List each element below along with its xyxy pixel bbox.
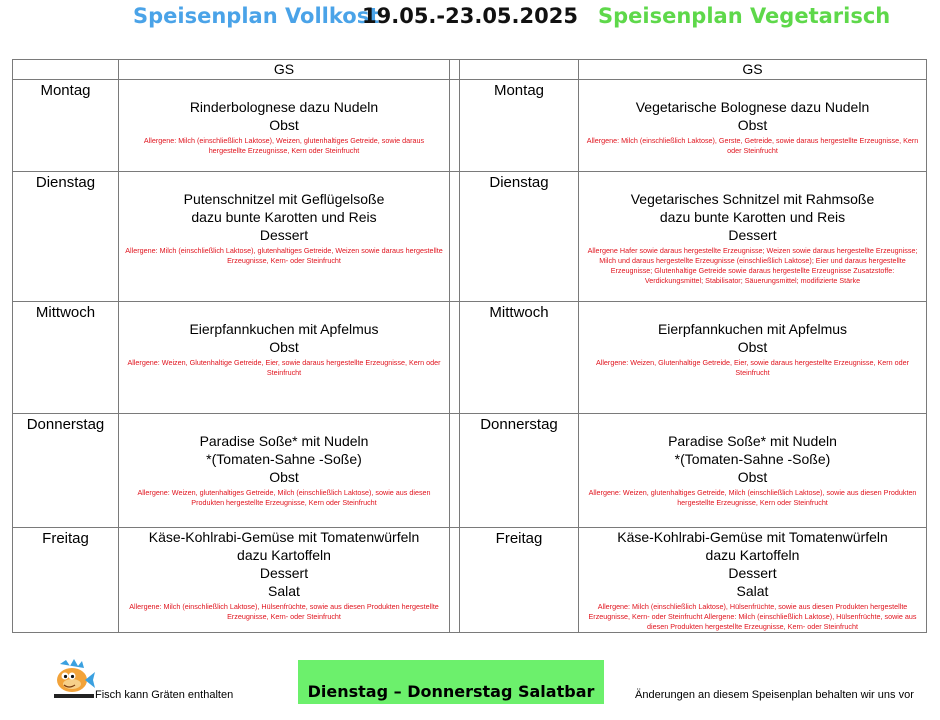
- allergen-note: Allergene: Weizen, glutenhaltiges Getreide, Milch (einschließlich Laktose), sowie aus diesen Produkten hergestellte Erzeugnisse, Kern oder Steinfrucht: [137, 488, 431, 507]
- allergen-note: Allergene: Weizen, Glutenhaltige Getreide, Eier, sowie daraus hergestellte Erzeugnisse, Kern oder Steinfrucht: [127, 358, 441, 377]
- meal-line: Paradise Soße* mit Nudeln: [199, 433, 369, 449]
- meal-line: Käse-Kohlrabi-Gemüse mit Tomatenwürfeln: [617, 529, 888, 545]
- allergen-note: Allergene: Milch (einschließlich Laktose), glutenhaltiges Getreide, Weizen sowie daraus hergestellte Erzeugnisse, Kern- oder Steinfrucht: [125, 246, 443, 265]
- day-label: Donnerstag: [13, 414, 119, 528]
- meal-line: Eierpfannkuchen mit Apfelmus: [189, 321, 379, 337]
- header-empty-cell-vollkost: [13, 60, 119, 80]
- meal-cell-vollkost: [119, 172, 450, 302]
- day-label: Mittwoch: [13, 302, 119, 414]
- salad-bar-banner: [298, 660, 604, 704]
- day-label: Donnerstag: [460, 414, 579, 528]
- table-row: [13, 414, 927, 528]
- meal-line: Obst: [269, 469, 299, 485]
- group-label-vollkost: GS: [119, 60, 450, 80]
- meal-line: Putenschnitzel mit Geflügelsoße: [183, 191, 385, 207]
- title-vegetarisch: Speisenplan Vegetarisch: [598, 4, 891, 28]
- meal-line: Obst: [737, 117, 768, 133]
- meal-cell-vegetarisch: [579, 302, 927, 414]
- meal-line: Dessert: [728, 565, 777, 581]
- meal-line: Salat: [268, 583, 300, 599]
- meal-cell-vollkost: [119, 528, 450, 633]
- meal-line: Obst: [737, 339, 768, 355]
- day-label: Freitag: [13, 528, 119, 633]
- meal-line: *(Tomaten-Sahne -Soße): [206, 451, 362, 467]
- allergen-note: Allergene: Weizen, Glutenhaltige Getreide, Eier, sowie daraus hergestellte Erzeugnisse, Kern oder Steinfrucht: [595, 358, 910, 377]
- day-label: Dienstag: [13, 172, 119, 302]
- day-label: Montag: [460, 80, 579, 172]
- meal-cell-vegetarisch: [579, 528, 927, 633]
- meal-line: dazu Kartoffeln: [237, 547, 331, 563]
- meal-line: dazu Kartoffeln: [705, 547, 800, 563]
- meal-line: Vegetarische Bolognese dazu Nudeln: [635, 99, 870, 115]
- meal-cell-vollkost: [119, 302, 450, 414]
- meal-line: Obst: [269, 339, 299, 355]
- fish-icon: [52, 658, 96, 700]
- date-range: 19.05.-23.05.2025: [362, 4, 578, 28]
- meal-line: Dessert: [728, 227, 777, 243]
- meal-line: Vegetarisches Schnitzel mit Rahmsoße: [630, 191, 875, 207]
- allergen-note: Allergene: Milch (einschließlich Laktose), Hülsenfrüchte, sowie aus diesen Produkten hergestellte Erzeugnisse, Kern- oder Steinfrucht Allergene: Milch (einschließlich Laktose), Hülsenfrüchte, sowie aus diesen Produkten hergestellte Erzeugnisse, Kern- oder Steinfrucht: [588, 602, 917, 631]
- meal-line: Obst: [269, 117, 299, 133]
- meal-line: dazu bunte Karotten und Reis: [191, 209, 377, 225]
- meal-line: dazu bunte Karotten und Reis: [659, 209, 846, 225]
- meal-line: Käse-Kohlrabi-Gemüse mit Tomatenwürfeln: [148, 529, 420, 545]
- page-header: [0, 4, 940, 32]
- meal-line: Paradise Soße* mit Nudeln: [668, 433, 837, 449]
- table-row: [13, 528, 927, 633]
- column-gap: [450, 172, 460, 302]
- day-label: Montag: [13, 80, 119, 172]
- fish-note: Fisch kann Gräten enthalten: [95, 689, 234, 701]
- column-gap: [450, 414, 460, 528]
- group-label-vegetarisch: GS: [579, 60, 927, 80]
- meal-cell-vollkost: [119, 80, 450, 172]
- column-gap: [450, 528, 460, 633]
- allergen-note: Allergene: Weizen, glutenhaltiges Getreide, Milch (einschließlich Laktose), sowie aus diesen Produkten hergestellte Erzeugnisse, Kern oder Steinfrucht: [588, 488, 917, 507]
- table-row: [13, 302, 927, 414]
- title-vollkost: Speisenplan Vollkost: [133, 4, 380, 28]
- column-gap: [450, 302, 460, 414]
- meal-cell-vegetarisch: [579, 172, 927, 302]
- meal-line: Rinderbolognese dazu Nudeln: [189, 99, 379, 115]
- day-label: Mittwoch: [460, 302, 579, 414]
- meal-line: *(Tomaten-Sahne -Soße): [674, 451, 831, 467]
- allergen-note: Allergene Hafer sowie daraus hergestellte Erzeugnisse; Weizen sowie daraus hergestellte Erzeugnisse; Milch und daraus hergestellte Erzeugnisse (einschließlich Laktose); Eier und daraus hergestellte Erzeugnisse; Glutenhaltige Getreide sowie daraus hergestellte Erzeugnisse Zusatzstoffe: Verdickungsmittel; Stabilisator; Säuerungsmittel; modifizierte Stärke: [587, 246, 918, 285]
- table-row: [13, 172, 927, 302]
- salad-bar-text: Dienstag – Donnerstag Salatbar: [307, 682, 595, 701]
- meal-line: Eierpfannkuchen mit Apfelmus: [657, 321, 848, 337]
- allergen-note: Allergene: Milch (einschließlich Laktose), Hülsenfrüchte, sowie aus diesen Produkten hergestellte Erzeugnisse, Kern- oder Steinfrucht: [129, 602, 439, 621]
- table-row: [13, 80, 927, 172]
- meal-line: Dessert: [259, 227, 309, 243]
- meal-line: Salat: [736, 583, 769, 599]
- allergen-note: Allergene: Milch (einschließlich Laktose), Gerste, Getreide, sowie daraus hergestellte Erzeugnisse, Kern oder Steinfrucht: [586, 136, 919, 155]
- day-label: Freitag: [460, 528, 579, 633]
- meal-cell-vollkost: [119, 414, 450, 528]
- allergen-note: Allergene: Milch (einschließlich Laktose), Weizen, glutenhaltiges Getreide, sowie daraus hergestellte Erzeugnisse, Kern oder Steinfrucht: [143, 136, 425, 155]
- day-label: Dienstag: [460, 172, 579, 302]
- changes-note: Änderungen an diesem Speisenplan behalten wir uns vor: [635, 689, 914, 701]
- table-header-row: [13, 60, 927, 80]
- header-empty-cell-vegetarisch: [460, 60, 579, 80]
- meal-line: Obst: [737, 469, 768, 485]
- meal-line: Dessert: [259, 565, 309, 581]
- menu-table: [12, 59, 927, 633]
- meal-cell-vegetarisch: [579, 80, 927, 172]
- column-gap: [450, 80, 460, 172]
- column-gap: [450, 60, 460, 80]
- meal-cell-vegetarisch: [579, 414, 927, 528]
